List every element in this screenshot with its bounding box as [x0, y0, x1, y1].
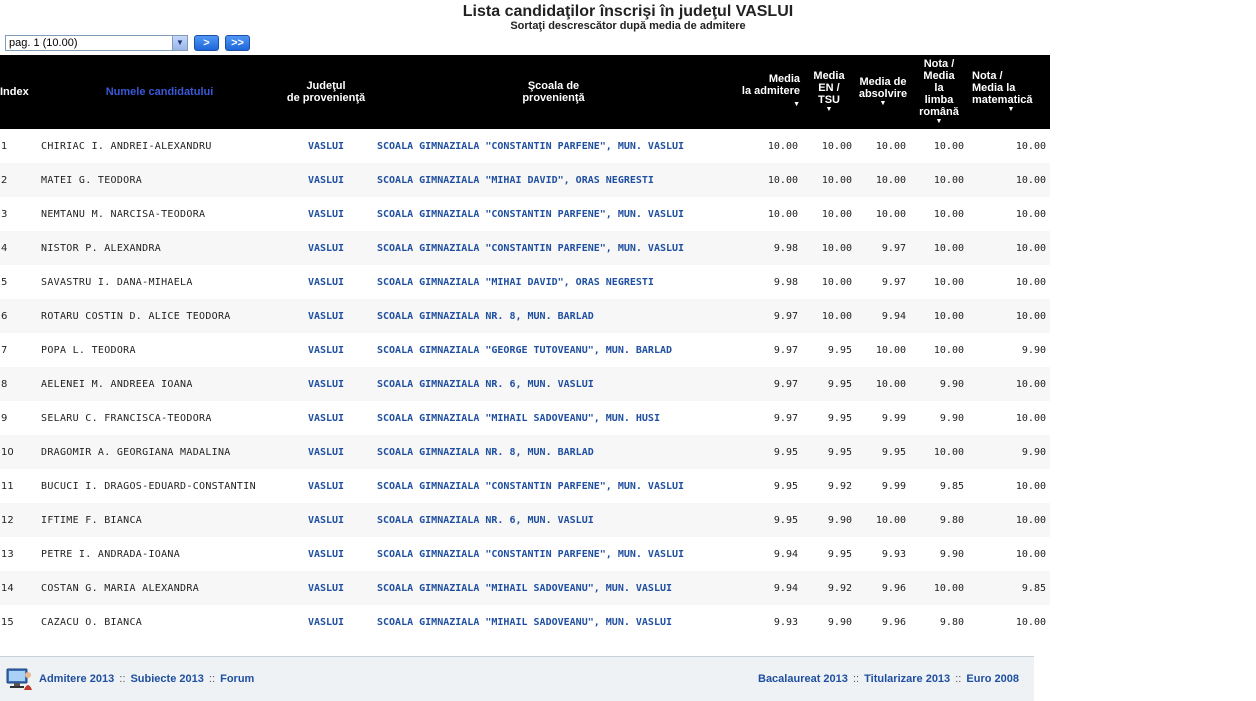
county-link[interactable]: VASLUI — [281, 503, 371, 537]
header-abs-line1: Media de — [859, 76, 907, 88]
graduation-avg: 10.00 — [856, 503, 910, 537]
row-index: 13 — [1, 548, 14, 560]
romanian-grade: 9.90 — [939, 548, 964, 560]
pagination-bar — [5, 35, 250, 51]
footer-left-links — [39, 673, 254, 685]
graduation-avg: 9.94 — [856, 299, 910, 333]
school-link[interactable]: SCOALA GIMNAZIALA "MIHAIL SADOVEANU", MUN. HUSI — [377, 412, 660, 424]
admission-avg: 9.97 — [773, 344, 798, 356]
header-school[interactable] — [371, 55, 736, 129]
table-row — [0, 605, 1050, 639]
en-avg: 9.95 — [827, 412, 852, 424]
graduation-avg: 9.99 — [881, 412, 906, 424]
en-avg: 10.00 — [821, 276, 852, 288]
admission-avg: 10.00 — [767, 208, 798, 220]
header-en-line1: Media — [813, 70, 845, 82]
graduation-avg: 10.00 — [875, 140, 906, 152]
graduation-avg: 9.97 — [856, 231, 910, 265]
graduation-avg: 10.00 — [875, 344, 906, 356]
candidate-name: COSTAN G. MARIA ALEXANDRA — [38, 571, 281, 605]
footer-link-subiecte[interactable]: Subiecte 2013 — [130, 673, 204, 685]
header-abs-line2: absolvire — [858, 88, 908, 100]
graduation-avg: 9.95 — [856, 435, 910, 469]
county-link[interactable]: VASLUI — [281, 435, 371, 469]
graduation-avg: 9.99 — [881, 480, 906, 492]
header-index[interactable]: Index — [0, 55, 38, 129]
table-row — [0, 299, 1050, 333]
romanian-grade: 9.90 — [939, 412, 964, 424]
school-link[interactable]: SCOALA GIMNAZIALA "MIHAI DAVID", ORAS NEGRESTI — [377, 276, 654, 288]
header-mat-line1: Nota / — [972, 70, 1003, 82]
header-school-line2: provenienţă — [522, 92, 585, 104]
en-avg: 9.95 — [802, 435, 856, 469]
table-row — [0, 469, 1050, 503]
computer-user-icon — [4, 663, 34, 693]
sort-down-icon: ▼ — [1007, 106, 1015, 113]
header-county[interactable] — [281, 55, 371, 129]
en-avg: 9.92 — [802, 571, 856, 605]
sort-down-icon: ▼ — [825, 106, 833, 113]
candidate-name: MATEI G. TEODORA — [38, 163, 281, 197]
header-county-line2: de provenienţă — [286, 92, 366, 104]
romanian-grade: 10.00 — [933, 344, 964, 356]
county-link[interactable]: VASLUI — [281, 299, 371, 333]
row-index: 12 — [0, 503, 38, 537]
page-select[interactable] — [5, 35, 188, 51]
row-index: 2 — [0, 163, 38, 197]
candidate-name: IFTIME F. BIANCA — [38, 503, 281, 537]
county-link[interactable]: VASLUI — [307, 276, 345, 288]
school-link[interactable]: SCOALA GIMNAZIALA NR. 8, MUN. BARLAD — [371, 435, 736, 469]
row-index: 7 — [1, 344, 8, 356]
footer-separator: :: — [955, 673, 962, 685]
header-county-line1: Judeţul — [306, 80, 346, 92]
en-avg: 9.90 — [827, 616, 852, 628]
header-admit-line2: la admitere — [741, 85, 800, 97]
table-header-row — [0, 55, 1050, 129]
romanian-grade: 9.80 — [910, 503, 968, 537]
county-link[interactable]: VASLUI — [281, 231, 371, 265]
school-link[interactable]: SCOALA GIMNAZIALA "GEORGE TUTOVEANU", MUN. BARLAD — [377, 344, 673, 356]
next-page-button[interactable]: > — [194, 35, 219, 51]
admission-avg: 9.95 — [736, 503, 802, 537]
math-grade: 10.00 — [968, 367, 1050, 401]
footer-separator: :: — [208, 673, 216, 685]
candidates-table-container[interactable] — [0, 55, 1046, 655]
row-index: 6 — [0, 299, 38, 333]
page-header — [0, 0, 1256, 32]
footer-link-euro[interactable]: Euro 2008 — [966, 673, 1020, 685]
candidate-name: CAZACU O. BIANCA — [41, 616, 143, 628]
row-index: 9 — [1, 412, 8, 424]
candidate-name: DRAGOMIR A. GEORGIANA MADALINA — [38, 435, 281, 469]
candidate-name: ROTARU COSTIN D. ALICE TEODORA — [38, 299, 281, 333]
table-row — [0, 537, 1050, 571]
county-link[interactable]: VASLUI — [307, 344, 345, 356]
header-romanian-grade[interactable] — [910, 55, 968, 129]
admission-avg: 9.98 — [773, 276, 798, 288]
footer-link-titularizare[interactable]: Titularizare 2013 — [864, 673, 951, 685]
row-index: 3 — [1, 208, 8, 220]
row-index: 14 — [0, 571, 38, 605]
romanian-grade: 10.00 — [910, 299, 968, 333]
footer-link-admitere[interactable]: Admitere 2013 — [39, 673, 115, 685]
admission-avg: 10.00 — [736, 163, 802, 197]
header-ro-line2: Media — [923, 70, 955, 82]
math-grade: 10.00 — [968, 503, 1050, 537]
school-link[interactable]: SCOALA GIMNAZIALA NR. 6, MUN. VASLUI — [371, 503, 736, 537]
header-math-grade[interactable] — [968, 55, 1050, 129]
footer-separator: :: — [119, 673, 126, 685]
page-subtitle: Sortaţi descrescător după media de admitere — [510, 20, 746, 32]
header-admission-avg[interactable] — [736, 55, 802, 129]
romanian-grade: 9.90 — [910, 367, 968, 401]
candidate-name: PETRE I. ANDRADA-IOANA — [41, 548, 181, 560]
graduation-avg: 10.00 — [856, 163, 910, 197]
school-link[interactable]: SCOALA GIMNAZIALA "CONSTANTIN PARFENE", MUN. VASLUI — [377, 208, 685, 220]
school-link[interactable]: SCOALA GIMNAZIALA "MIHAIL SADOVEANU", MUN. VASLUI — [371, 571, 736, 605]
footer-right-links — [758, 673, 1019, 685]
county-link[interactable]: VASLUI — [307, 548, 345, 560]
math-grade: 10.00 — [968, 231, 1050, 265]
row-index: 11 — [1, 480, 14, 492]
math-grade: 10.00 — [968, 163, 1050, 197]
county-link[interactable]: VASLUI — [307, 412, 345, 424]
romanian-grade: 10.00 — [933, 276, 964, 288]
school-link[interactable]: SCOALA GIMNAZIALA "CONSTANTIN PARFENE", MUN. VASLUI — [377, 548, 685, 560]
chevron-down-icon[interactable]: ▼ — [172, 36, 187, 50]
sort-down-icon: ▼ — [793, 101, 800, 108]
candidate-name: POPA L. TEODORA — [41, 344, 136, 356]
math-grade: 9.85 — [968, 571, 1050, 605]
candidate-name: SAVASTRU I. DANA-MIHAELA — [41, 276, 193, 288]
math-grade: 10.00 — [1015, 480, 1046, 492]
math-grade: 10.00 — [968, 299, 1050, 333]
graduation-avg: 9.97 — [881, 276, 906, 288]
school-link[interactable]: SCOALA GIMNAZIALA "CONSTANTIN PARFENE", MUN. VASLUI — [371, 231, 736, 265]
county-link[interactable]: VASLUI — [281, 367, 371, 401]
school-link[interactable]: SCOALA GIMNAZIALA "CONSTANTIN PARFENE", MUN. VASLUI — [377, 140, 685, 152]
school-link[interactable]: SCOALA GIMNAZIALA "MIHAI DAVID", ORAS NEGRESTI — [371, 163, 736, 197]
header-mat-line2: Media la — [972, 82, 1016, 94]
math-grade: 9.90 — [1021, 344, 1046, 356]
candidate-name: NISTOR P. ALEXANDRA — [38, 231, 281, 265]
admission-avg: 9.98 — [736, 231, 802, 265]
admission-avg: 10.00 — [767, 140, 798, 152]
candidate-name: AELENEI M. ANDREEA IOANA — [38, 367, 281, 401]
en-avg: 9.95 — [827, 548, 852, 560]
header-graduation-avg[interactable] — [856, 55, 910, 129]
admission-avg: 9.94 — [773, 548, 798, 560]
en-avg: 10.00 — [802, 163, 856, 197]
row-index: 5 — [1, 276, 8, 288]
row-index: 8 — [0, 367, 38, 401]
en-avg: 9.95 — [802, 367, 856, 401]
table-row — [0, 265, 1050, 299]
admission-avg: 9.95 — [736, 435, 802, 469]
table-row — [0, 163, 1050, 197]
candidate-name: BUCUCI I. DRAGOS-EDUARD-CONSTANTIN — [41, 480, 256, 492]
table-row — [0, 503, 1050, 537]
romanian-grade: 10.00 — [933, 208, 964, 220]
admission-avg: 9.97 — [736, 367, 802, 401]
school-link[interactable]: SCOALA GIMNAZIALA "CONSTANTIN PARFENE", MUN. VASLUI — [377, 480, 685, 492]
admission-avg: 9.94 — [736, 571, 802, 605]
math-grade: 10.00 — [1015, 208, 1046, 220]
candidate-name: SELARU C. FRANCISCA-TEODORA — [41, 412, 212, 424]
header-en-line2: EN / — [818, 82, 840, 94]
admission-avg: 9.93 — [773, 616, 798, 628]
romanian-grade: 10.00 — [910, 571, 968, 605]
table-row — [0, 571, 1050, 605]
header-name[interactable]: Numele candidatului — [38, 55, 281, 129]
county-link[interactable]: VASLUI — [281, 571, 371, 605]
math-grade: 10.00 — [1015, 412, 1046, 424]
admission-avg: 9.97 — [736, 299, 802, 333]
header-en-line3: TSU — [818, 94, 840, 106]
romanian-grade: 10.00 — [910, 435, 968, 469]
table-row — [0, 231, 1050, 265]
en-avg: 10.00 — [802, 231, 856, 265]
admission-avg: 9.95 — [773, 480, 798, 492]
footer-separator: :: — [852, 673, 860, 685]
header-en-avg[interactable] — [802, 55, 856, 129]
row-index: 4 — [0, 231, 38, 265]
en-avg: 10.00 — [821, 140, 852, 152]
math-grade: 9.90 — [968, 435, 1050, 469]
county-link[interactable]: VASLUI — [307, 140, 345, 152]
school-link[interactable]: SCOALA GIMNAZIALA NR. 8, MUN. BARLAD — [371, 299, 736, 333]
county-link[interactable]: VASLUI — [281, 163, 371, 197]
table-row — [0, 197, 1050, 231]
table-row — [0, 333, 1050, 367]
school-link[interactable]: SCOALA GIMNAZIALA NR. 6, MUN. VASLUI — [371, 367, 736, 401]
math-grade: 10.00 — [1015, 548, 1046, 560]
graduation-avg: 9.96 — [881, 616, 906, 628]
header-ro-line3: la — [934, 82, 944, 94]
math-grade: 10.00 — [1015, 140, 1046, 152]
last-page-button[interactable]: >> — [225, 35, 250, 51]
row-index: 10 — [0, 435, 38, 469]
page-title: Lista candidaţilor înscrişi în judeţul VASLUI — [462, 3, 794, 20]
en-avg: 10.00 — [802, 299, 856, 333]
candidates-table — [0, 55, 1050, 639]
footer-bar — [0, 656, 1034, 701]
table-row — [0, 435, 1050, 469]
table-row — [0, 129, 1050, 163]
page-select-value: pag. 1 (10.00) — [9, 37, 78, 49]
admission-avg: 9.97 — [773, 412, 798, 424]
county-link[interactable]: VASLUI — [307, 616, 345, 628]
graduation-avg: 10.00 — [875, 208, 906, 220]
romanian-grade: 9.80 — [939, 616, 964, 628]
table-body — [0, 129, 1050, 639]
math-grade: 10.00 — [1015, 276, 1046, 288]
table-row — [0, 401, 1050, 435]
graduation-avg: 10.00 — [856, 367, 910, 401]
county-link[interactable]: VASLUI — [307, 208, 345, 220]
candidate-name: NEMTANU M. NARCISA-TEODORA — [41, 208, 206, 220]
en-avg: 9.90 — [802, 503, 856, 537]
romanian-grade: 10.00 — [910, 231, 968, 265]
table-row — [0, 367, 1050, 401]
school-link[interactable]: SCOALA GIMNAZIALA "MIHAIL SADOVEANU", MUN. VASLUI — [377, 616, 673, 628]
row-index: 1 — [1, 140, 8, 152]
en-avg: 9.95 — [827, 344, 852, 356]
math-grade: 10.00 — [1015, 616, 1046, 628]
romanian-grade: 10.00 — [910, 163, 968, 197]
header-ro-line5: română — [919, 106, 959, 118]
romanian-grade: 9.85 — [939, 480, 964, 492]
footer-link-bacalaureat[interactable]: Bacalaureat 2013 — [758, 673, 848, 685]
footer-link-forum[interactable]: Forum — [220, 673, 255, 685]
en-avg: 9.92 — [827, 480, 852, 492]
graduation-avg: 9.93 — [881, 548, 906, 560]
candidate-name: CHIRIAC I. ANDREI-ALEXANDRU — [41, 140, 212, 152]
graduation-avg: 9.96 — [856, 571, 910, 605]
header-ro-line4: limba — [924, 94, 954, 106]
header-school-line1: Şcoala de — [527, 80, 580, 92]
row-index: 15 — [1, 616, 14, 628]
header-ro-line1: Nota / — [923, 58, 955, 70]
sort-down-icon: ▼ — [879, 100, 887, 107]
header-admit-line1: Media — [768, 73, 800, 85]
romanian-grade: 10.00 — [933, 140, 964, 152]
header-mat-line3: matematică — [972, 94, 1033, 106]
county-link[interactable]: VASLUI — [307, 480, 345, 492]
en-avg: 10.00 — [821, 208, 852, 220]
sort-down-icon: ▼ — [935, 118, 943, 125]
